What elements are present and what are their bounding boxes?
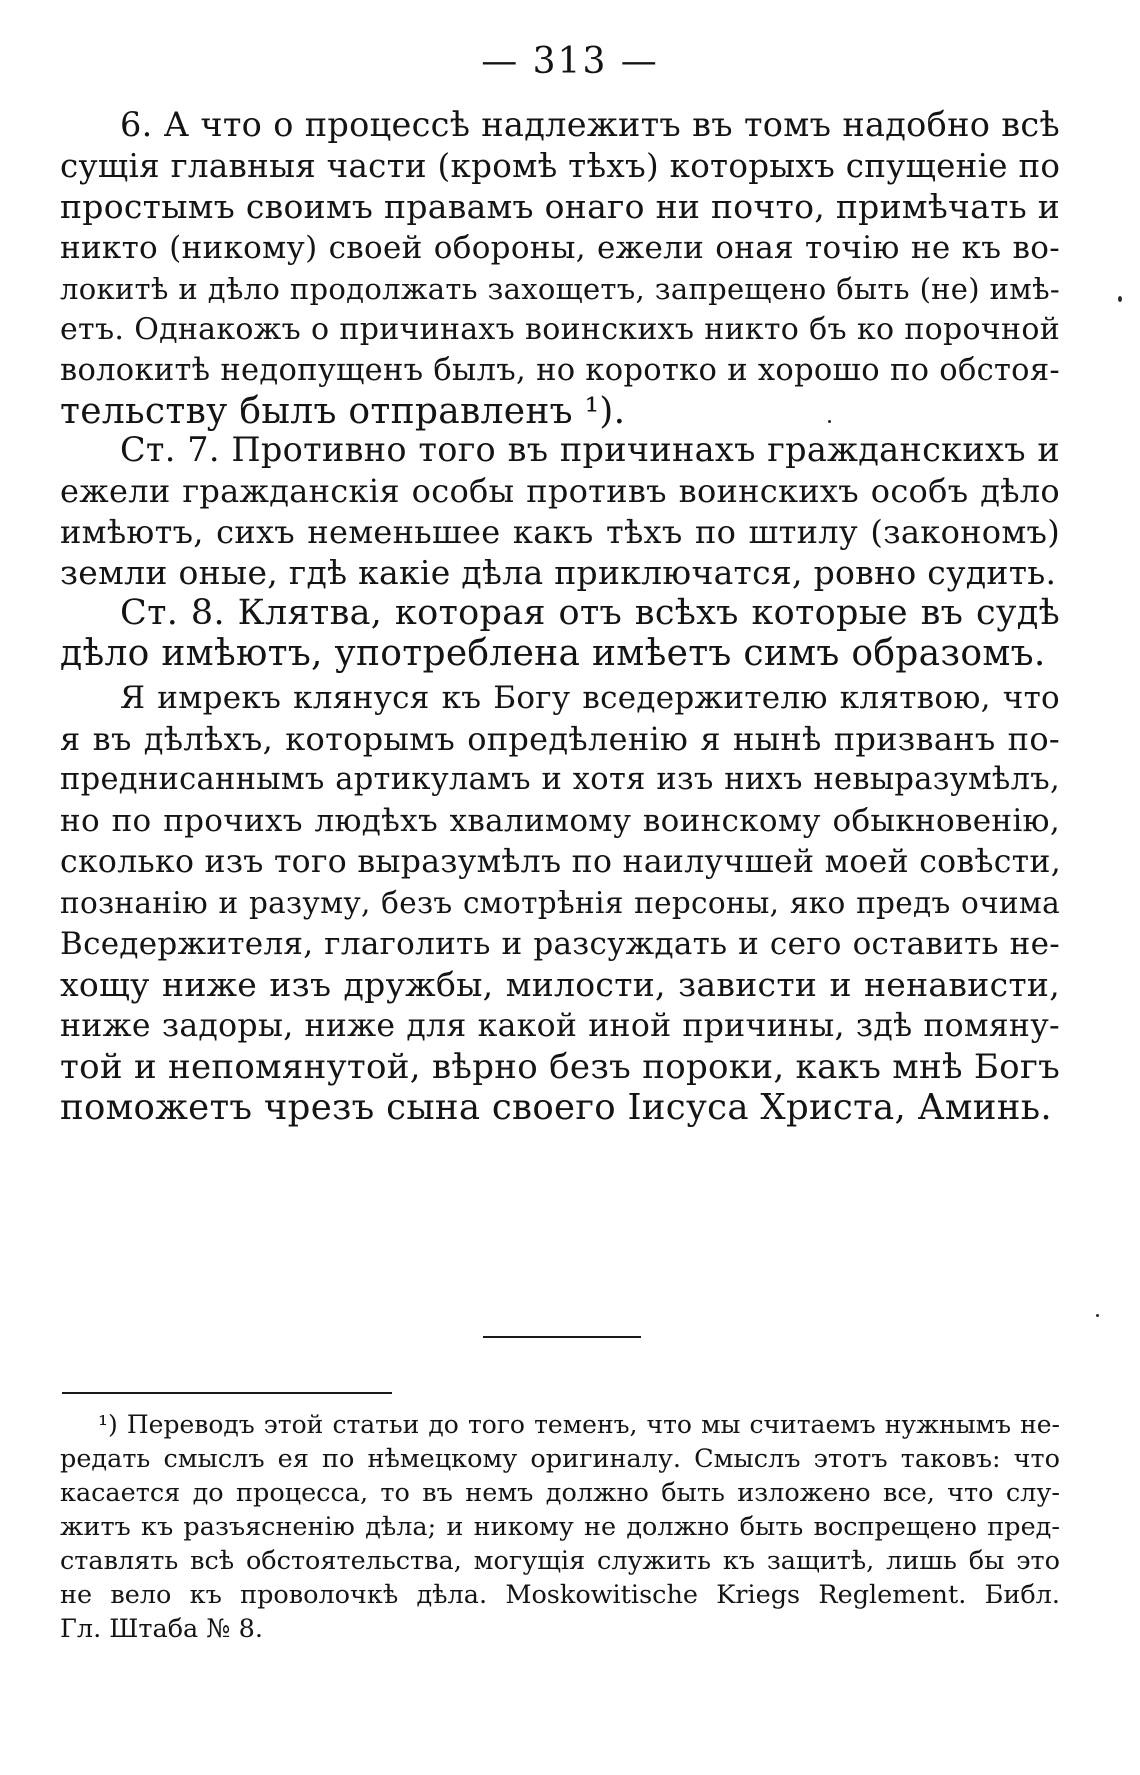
text-line: етъ. Однакожъ о причинахъ воинскихъ никто бъ ко порочной <box>60 312 1060 347</box>
text-line: сколько изъ того выразумѣлъ по наилучшей моей совѣсти, <box>60 844 1062 880</box>
text-line: но по прочихъ людѣхъ хвалимому воинскому обыкновенію, <box>60 803 1060 839</box>
text-line: сущія главныя части (кромѣ тѣхъ) которыхъ спущеніе по <box>60 147 1061 185</box>
text-line: локитѣ и дѣло продолжать захощетъ, запрещено быть (не) имѣ- <box>60 272 1060 306</box>
text-line: Вседержителя, глаголить и разсуждать и сего оставить не- <box>60 926 1060 962</box>
footnote-line: ¹) Переводъ этой статьи до того теменъ, что мы считаемъ нужнымъ не- <box>98 1410 1060 1439</box>
footnote-line: редать смыслъ ея по нѣмецкому оригиналу. Смыслъ этотъ таковъ: что <box>60 1444 1060 1474</box>
text-line: ниже задоры, ниже для какой иной причины, здѣ помяну- <box>60 1008 1060 1044</box>
ink-speck <box>828 420 831 423</box>
text-line: простымъ своимъ правамъ онаго ни почто, примѣчать и <box>60 187 1061 226</box>
text-line: той и непомянутой, вѣрно безъ пороки, какъ мнѣ Богъ <box>60 1047 1060 1087</box>
text-line: хощу ниже изъ дружбы, милости, зависти и ненависти, <box>60 965 1060 1004</box>
footnote-line: касается до процесса, то въ немъ должно быть изложено все, что слу- <box>60 1478 1060 1508</box>
text-line: познанію и разуму, безъ смотрѣнія персоны, яко предъ очима <box>60 886 1060 920</box>
footnote-line: Гл. Штаба № 8. <box>60 1614 263 1644</box>
text-line: никто (никому) своей обороны, ежели оная точію не къ во- <box>60 230 1060 266</box>
ink-speck <box>1118 296 1122 302</box>
text-line: Ст. 7. Противно того въ причинахъ гражданскихъ и <box>120 430 1060 469</box>
text-line: Я имрекъ клянуся къ Богу вседержителю клятвою, что <box>120 680 1060 716</box>
text-line: ежели гражданскія особы противъ воинскихъ особъ дѣло <box>60 472 1060 510</box>
text-line: 6. А что о процессѣ надлежитъ въ томъ надобно всѣ <box>120 105 1060 144</box>
text-line: земли оные, гдѣ какіе дѣла приключатся, ровно судить. <box>60 553 1057 592</box>
footnote-line: не вело къ проволочкѣ дѣла. Moskowitische Kriegs Reglement. Библ. <box>60 1580 1060 1610</box>
page-number: — 313 — <box>481 41 659 82</box>
ink-speck <box>1096 1314 1099 1317</box>
footnote-line: житъ къ разъясненію дѣла; и никому не должно быть воспрещено пред- <box>60 1512 1060 1542</box>
text-line: имѣютъ, сихъ неменьшее какъ тѣхъ по штилу (закономъ) <box>60 513 1060 551</box>
text-line: волокитѣ недопущенъ былъ, но коротко и хорошо по обстоя- <box>60 353 1060 388</box>
text-line: преднисаннымъ артикуламъ и хотя изъ нихъ невыразумѣлъ, <box>60 762 1060 797</box>
footnote-rule <box>62 1392 392 1394</box>
section-divider <box>483 1336 641 1338</box>
text-line: я въ дѣлѣхъ, которымъ опредѣленію я нынѣ призванъ по- <box>60 720 1060 758</box>
text-line: дѣло имѣютъ, употреблена имѣетъ симъ образомъ. <box>60 633 1046 674</box>
text-line: тельству былъ отправленъ ¹). <box>60 391 626 432</box>
text-line: Ст. 8. Клятва, которая отъ всѣхъ которые въ судѣ <box>120 593 1060 633</box>
footnote-line: ставлять всѣ обстоятельства, могущія служить къ защитѣ, лишь бы это <box>60 1546 1060 1576</box>
text-line: поможетъ чрезъ сына своего Іисуса Христа, Аминь. <box>60 1087 1052 1128</box>
